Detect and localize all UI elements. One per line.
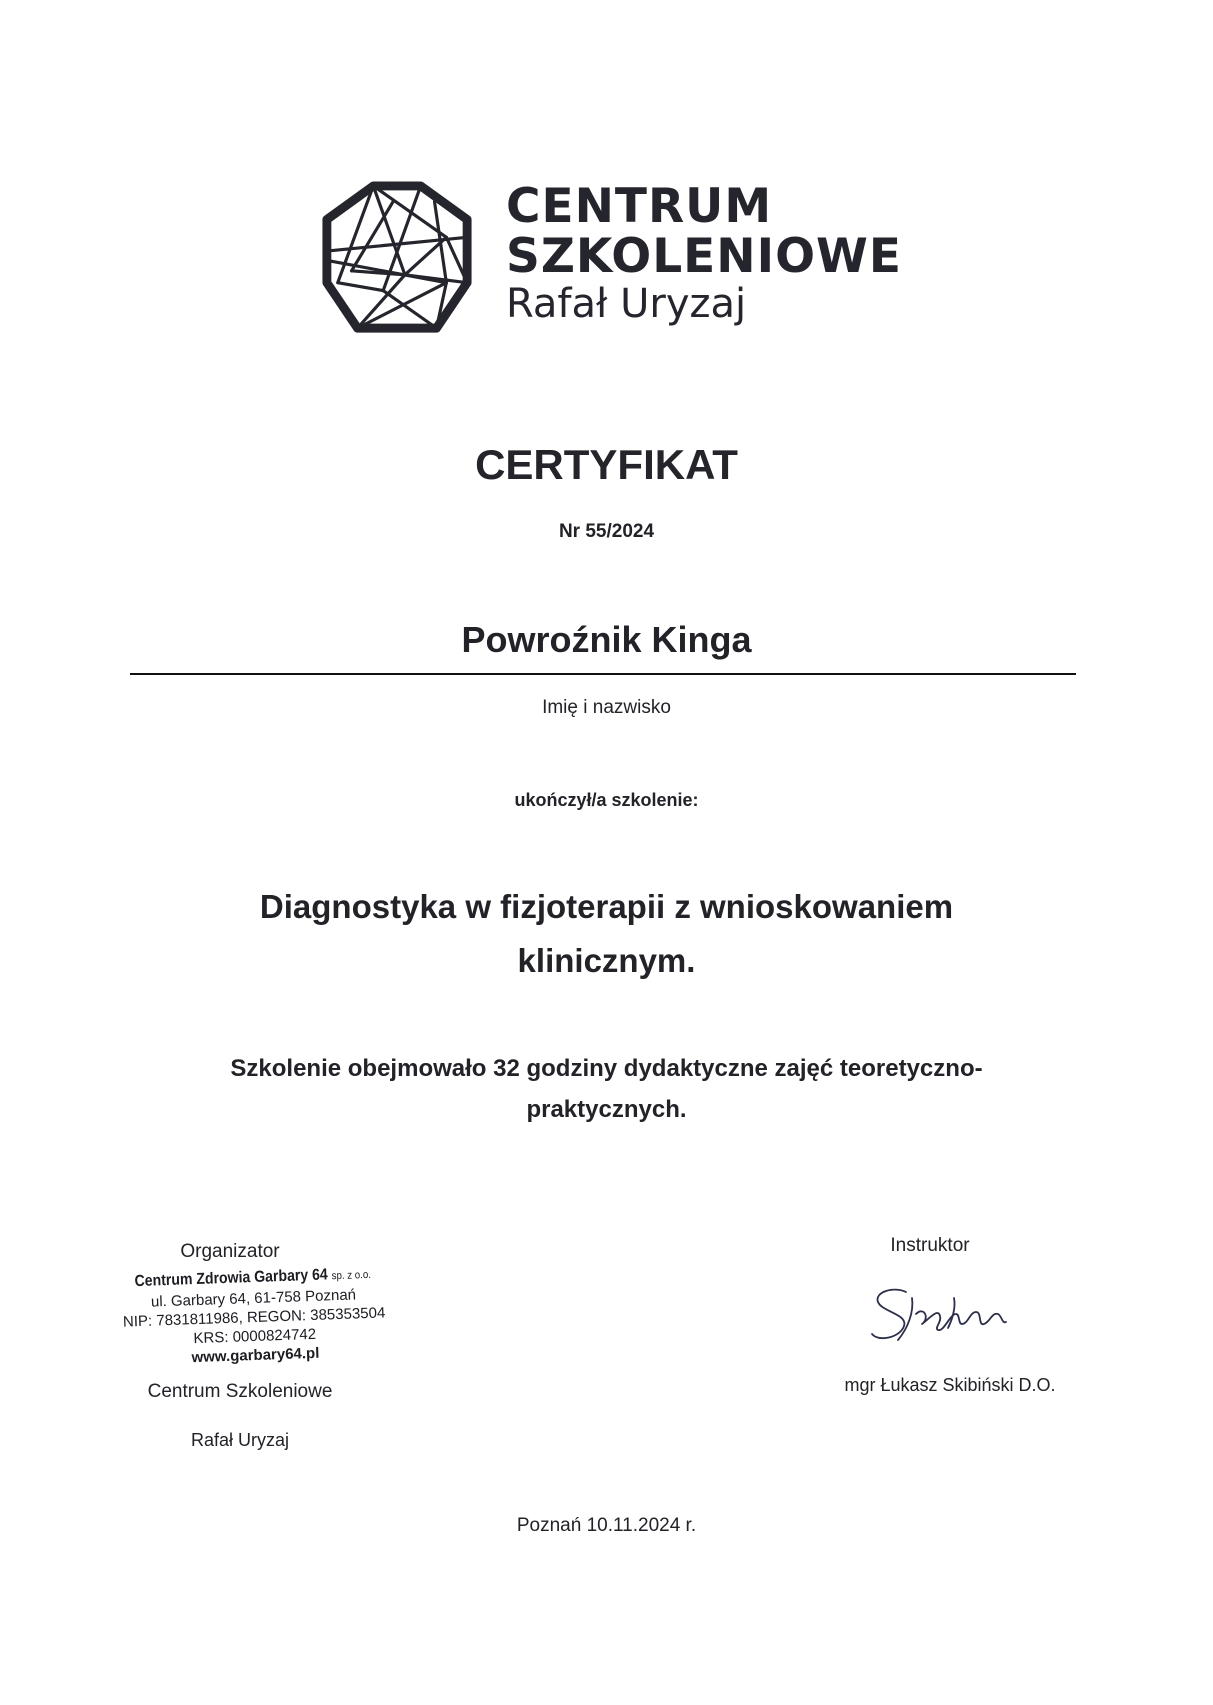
name-caption: Imię i nazwisko: [542, 697, 671, 718]
course-hours-line1: Szkolenie obejmowało 32 godziny dydaktyczne zajęć teoretyczno-: [230, 1055, 983, 1082]
logo-wordmark: [506, 179, 926, 328]
octagon-network-logo-icon: [318, 180, 476, 338]
completed-text: ukończył/a szkolenie:: [514, 790, 699, 810]
course-title: [0, 880, 1213, 988]
stamp-ids: NIP: 7831811986, REGON: 385353504: [122, 1304, 386, 1331]
course-title-line2: klinicznym.: [517, 942, 696, 979]
participant-name: Powroźnik Kinga: [461, 619, 752, 660]
instructor-signature: [864, 1278, 1034, 1358]
organizer-label: Organizator: [180, 1241, 280, 1262]
organizer-person: Rafał Uryzaj: [190, 1430, 290, 1450]
certificate-number: Nr 55/2024: [558, 521, 655, 542]
stamp-company-suffix: sp. z o.o.: [331, 1268, 372, 1283]
course-title-line1: Diagnostyka w fizjoterapii z wnioskowaniem: [259, 888, 954, 925]
issue-date: Poznań 10.11.2024 r.: [516, 1515, 697, 1536]
instructor-name: mgr Łukasz Skibiński D.O.: [844, 1375, 1056, 1395]
stamp-www: www.garbary64.pl: [191, 1344, 320, 1367]
course-hours-line2: praktycznych.: [526, 1096, 687, 1123]
stamp-address: ul. Garbary 64, 61-758 Poznań: [150, 1286, 357, 1311]
course-hours: [200, 1048, 1013, 1130]
instructor-label: Instruktor: [890, 1235, 970, 1256]
stamp-company-name: Centrum Zdrowia Garbary 64: [134, 1266, 329, 1291]
stamp-krs: KRS: 0000824742: [193, 1325, 317, 1348]
certificate-title: CERTYFIKAT: [475, 441, 738, 488]
name-underline: [130, 673, 1076, 675]
company-stamp: [110, 1263, 398, 1370]
organizer-name: Centrum Szkoleniowe: [147, 1381, 333, 1402]
logo-line-centrum: CENTRUM: [506, 179, 773, 234]
logo-line-szkoleniowe: SZKOLENIOWE: [506, 229, 902, 284]
logo-line-owner: Rafał Uryzaj: [506, 281, 747, 327]
